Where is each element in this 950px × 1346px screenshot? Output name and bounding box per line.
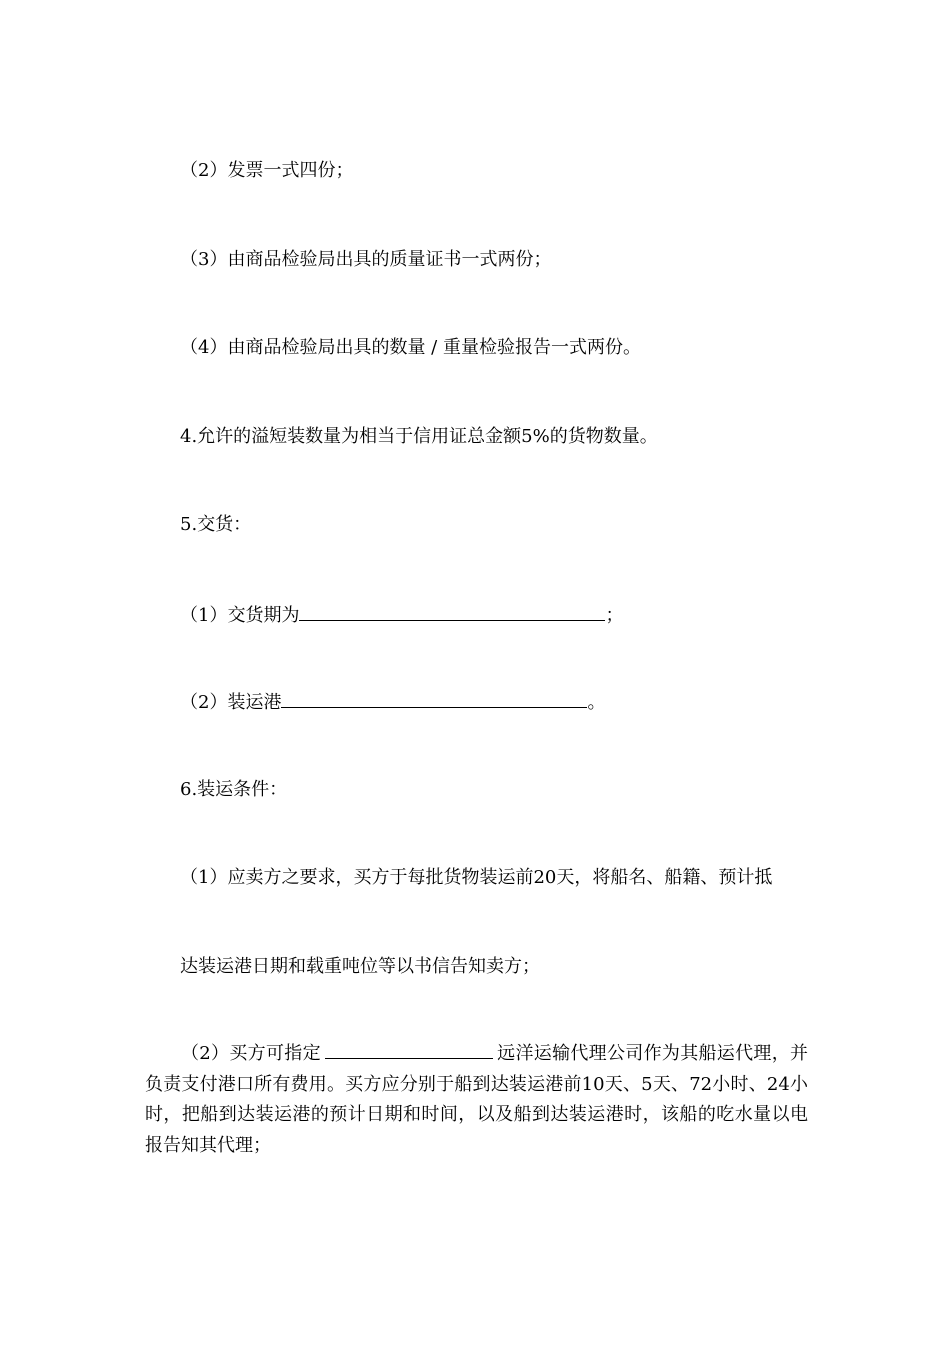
doc-line-invoice: （2）发票一式四份； [180, 160, 354, 181]
clause-4-tolerance: 4.允许的溢短装数量为相当于信用证总金额5%的货物数量。 [180, 426, 658, 447]
doc-line-quality-certificate: （3）由商品检验局出具的质量证书一式两份； [180, 249, 552, 270]
delivery-period-label: （1）交货期为 [180, 605, 300, 626]
delivery-period-end: ； [605, 605, 624, 626]
doc-line-weight-report: （4）由商品检验局出具的数量 / 重量检验报告一式两份。 [180, 337, 641, 358]
clause-5-heading: 5.交货： [180, 514, 252, 535]
clause-6-heading: 6.装运条件： [180, 779, 288, 800]
shipping-agent-blank[interactable] [325, 1040, 493, 1059]
delivery-period-blank[interactable] [299, 602, 605, 621]
shipment-port-blank[interactable] [281, 689, 587, 708]
shipping-condition-1-line-a: （1）应卖方之要求，买方于每批货物装运前20天，将船名、船籍、预计抵 [180, 867, 773, 888]
shipping-condition-1-line-b: 达装运港日期和载重吨位等以书信告知卖方； [180, 956, 540, 977]
shipment-port-end: 。 [587, 692, 606, 713]
shipment-port-label: （2）装运港 [180, 692, 282, 713]
shipment-port-line [180, 689, 605, 715]
shipping-condition-2-paragraph [145, 1039, 808, 1161]
delivery-period-line [180, 602, 623, 628]
shipping-agent-label: （2）买方可指定 [181, 1043, 321, 1064]
shipping-agent-text: 远洋运输代理公司作为其船运代理，并负责支付港口所有费用。买方应分别于船到达装运港前10天、5天、72小时、24小时，把船到达装运港的预计日期和时间，以及船到达装运港时，该船的吃水量以电报告知其代理； [145, 1043, 809, 1156]
